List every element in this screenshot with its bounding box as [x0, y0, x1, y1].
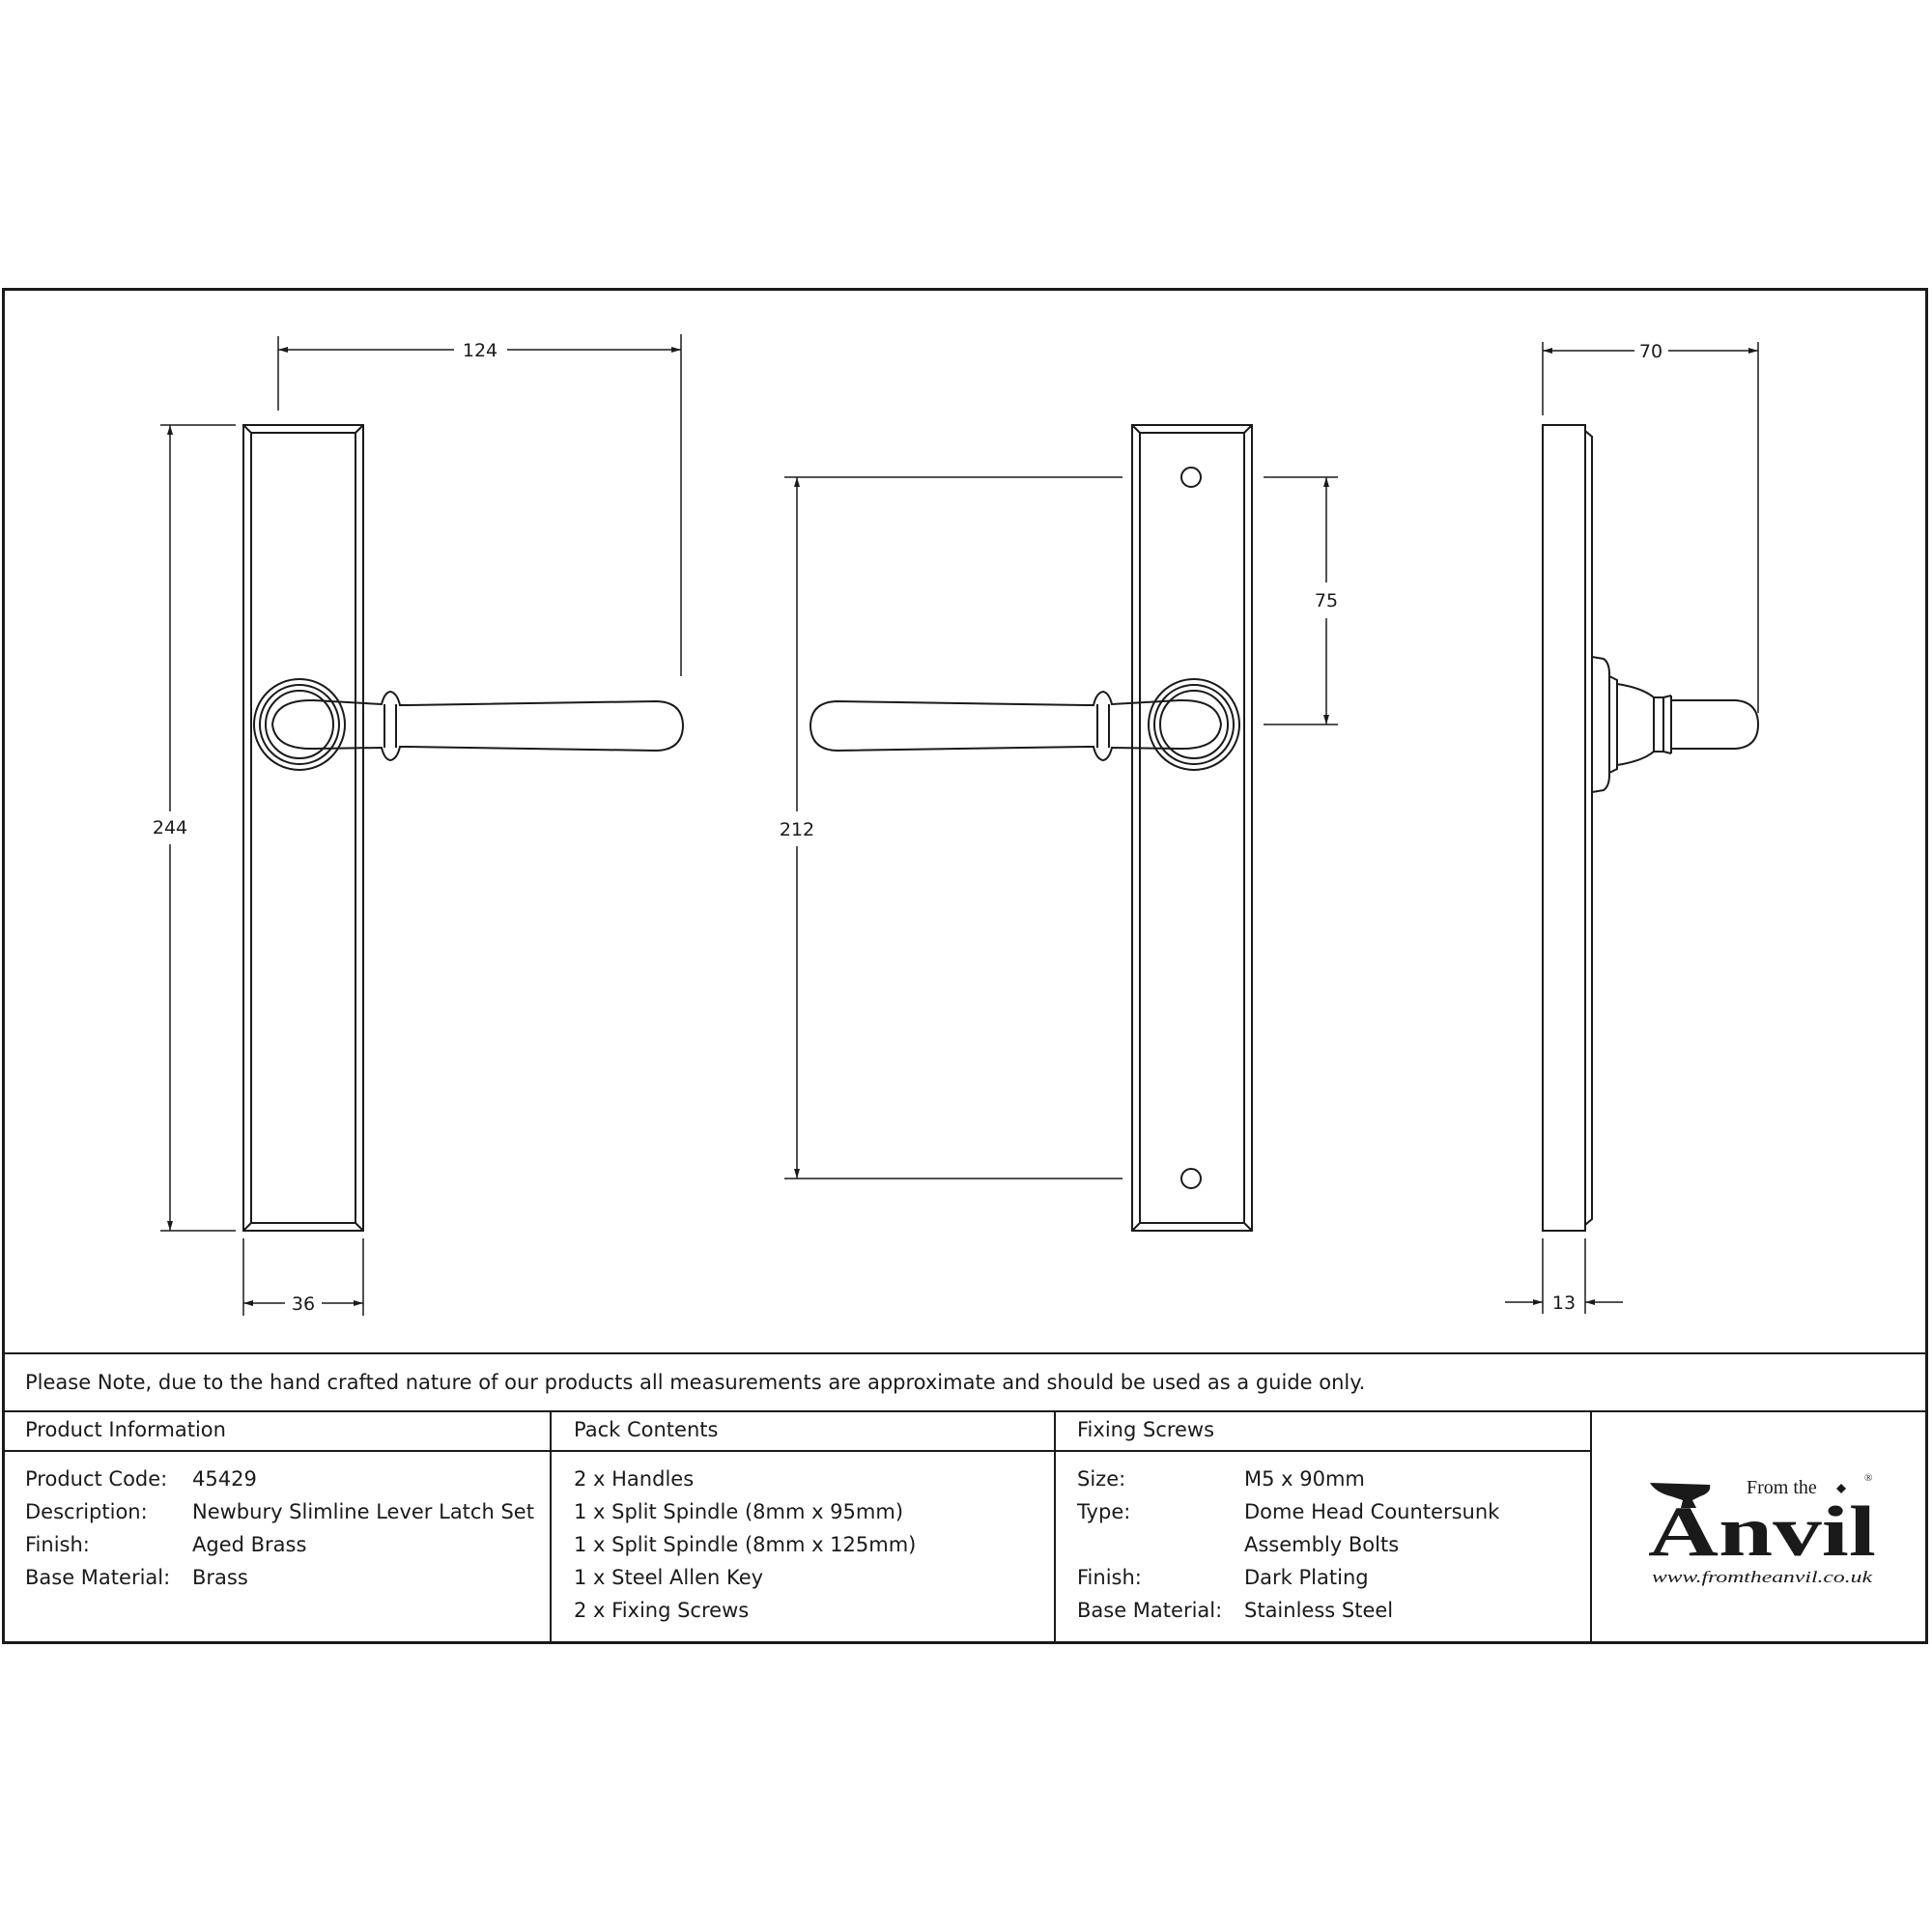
screw-type-label: Type:	[1077, 1500, 1131, 1523]
dim-124: 124	[462, 340, 498, 361]
side-neck	[1609, 676, 1617, 773]
finish-label: Finish:	[25, 1533, 90, 1556]
screw-type-value-cont: Assembly Bolts	[1244, 1533, 1400, 1556]
measurement-note: Please Note, due to the hand crafted nature of our products all measurements are approximate and should be used as a guide only.	[25, 1371, 1366, 1394]
screw-size-label: Size:	[1077, 1467, 1126, 1491]
side-rose	[1592, 657, 1609, 792]
dim-36: 36	[291, 1293, 316, 1315]
screw-material-label: Base Material:	[1077, 1599, 1223, 1622]
pack-item: 1 x Split Spindle (8mm x 125mm)	[574, 1533, 917, 1556]
base-material-value: Brass	[192, 1566, 248, 1589]
side-backplate	[1543, 425, 1585, 1231]
screw-material-value: Stainless Steel	[1244, 1599, 1394, 1622]
screw-type-value: Dome Head Countersunk	[1244, 1500, 1500, 1523]
description-value: Newbury Slimline Lever Latch Set	[192, 1500, 534, 1523]
front-rose-outer	[254, 679, 345, 770]
column-divider-1	[550, 1410, 552, 1644]
dim-244: 244	[152, 817, 188, 838]
screw-finish-value: Dark Plating	[1244, 1566, 1369, 1589]
dim-70: 70	[1638, 341, 1663, 362]
pack-item: 2 x Fixing Screws	[574, 1599, 750, 1622]
side-collar	[1617, 684, 1654, 765]
product-code-label: Product Code:	[25, 1467, 168, 1491]
column-divider-3	[1590, 1410, 1592, 1644]
top-fixing-hole	[1181, 468, 1201, 487]
pack-contents-heading: Pack Contents	[574, 1418, 719, 1441]
back-rose-outer	[1149, 679, 1239, 770]
product-code-value: 45429	[192, 1467, 257, 1491]
logo-registered: ®	[1864, 1472, 1873, 1484]
from-the-anvil-logo	[1642, 1463, 1893, 1589]
dim-75: 75	[1314, 590, 1339, 611]
column-divider-2	[1054, 1410, 1056, 1644]
logo-url: www.fromtheanvil.co.uk	[1652, 1568, 1873, 1586]
description-label: Description:	[25, 1500, 148, 1523]
product-info-heading: Product Information	[25, 1418, 226, 1441]
side-view	[1543, 425, 1758, 1231]
base-material-label: Base Material:	[25, 1566, 171, 1589]
pack-item: 1 x Split Spindle (8mm x 95mm)	[574, 1500, 904, 1523]
back-backplate-outer	[1132, 425, 1252, 1231]
side-lever	[1671, 700, 1758, 749]
screw-size-value: M5 x 90mm	[1244, 1467, 1365, 1491]
fixing-screws-heading: Fixing Screws	[1077, 1418, 1215, 1441]
front-backplate-inner	[251, 433, 355, 1223]
dim-13: 13	[1551, 1293, 1577, 1314]
front-view	[243, 425, 683, 1231]
dim-212: 212	[779, 819, 815, 840]
logo-from-the: From the	[1747, 1477, 1817, 1498]
front-backplate-outer	[243, 425, 363, 1231]
table-top-rule	[2, 1410, 1928, 1412]
bottom-fixing-hole	[1181, 1169, 1201, 1188]
pack-item: 1 x Steel Allen Key	[574, 1566, 764, 1589]
finish-value: Aged Brass	[192, 1533, 307, 1556]
back-view	[810, 425, 1252, 1231]
logo-brand: Anvil	[1648, 1492, 1876, 1572]
screw-finish-label: Finish:	[1077, 1566, 1142, 1589]
pack-item: 2 x Handles	[574, 1467, 695, 1491]
header-rule	[2, 1450, 1592, 1452]
back-backplate-inner	[1140, 433, 1244, 1223]
note-top-rule	[2, 1352, 1928, 1354]
